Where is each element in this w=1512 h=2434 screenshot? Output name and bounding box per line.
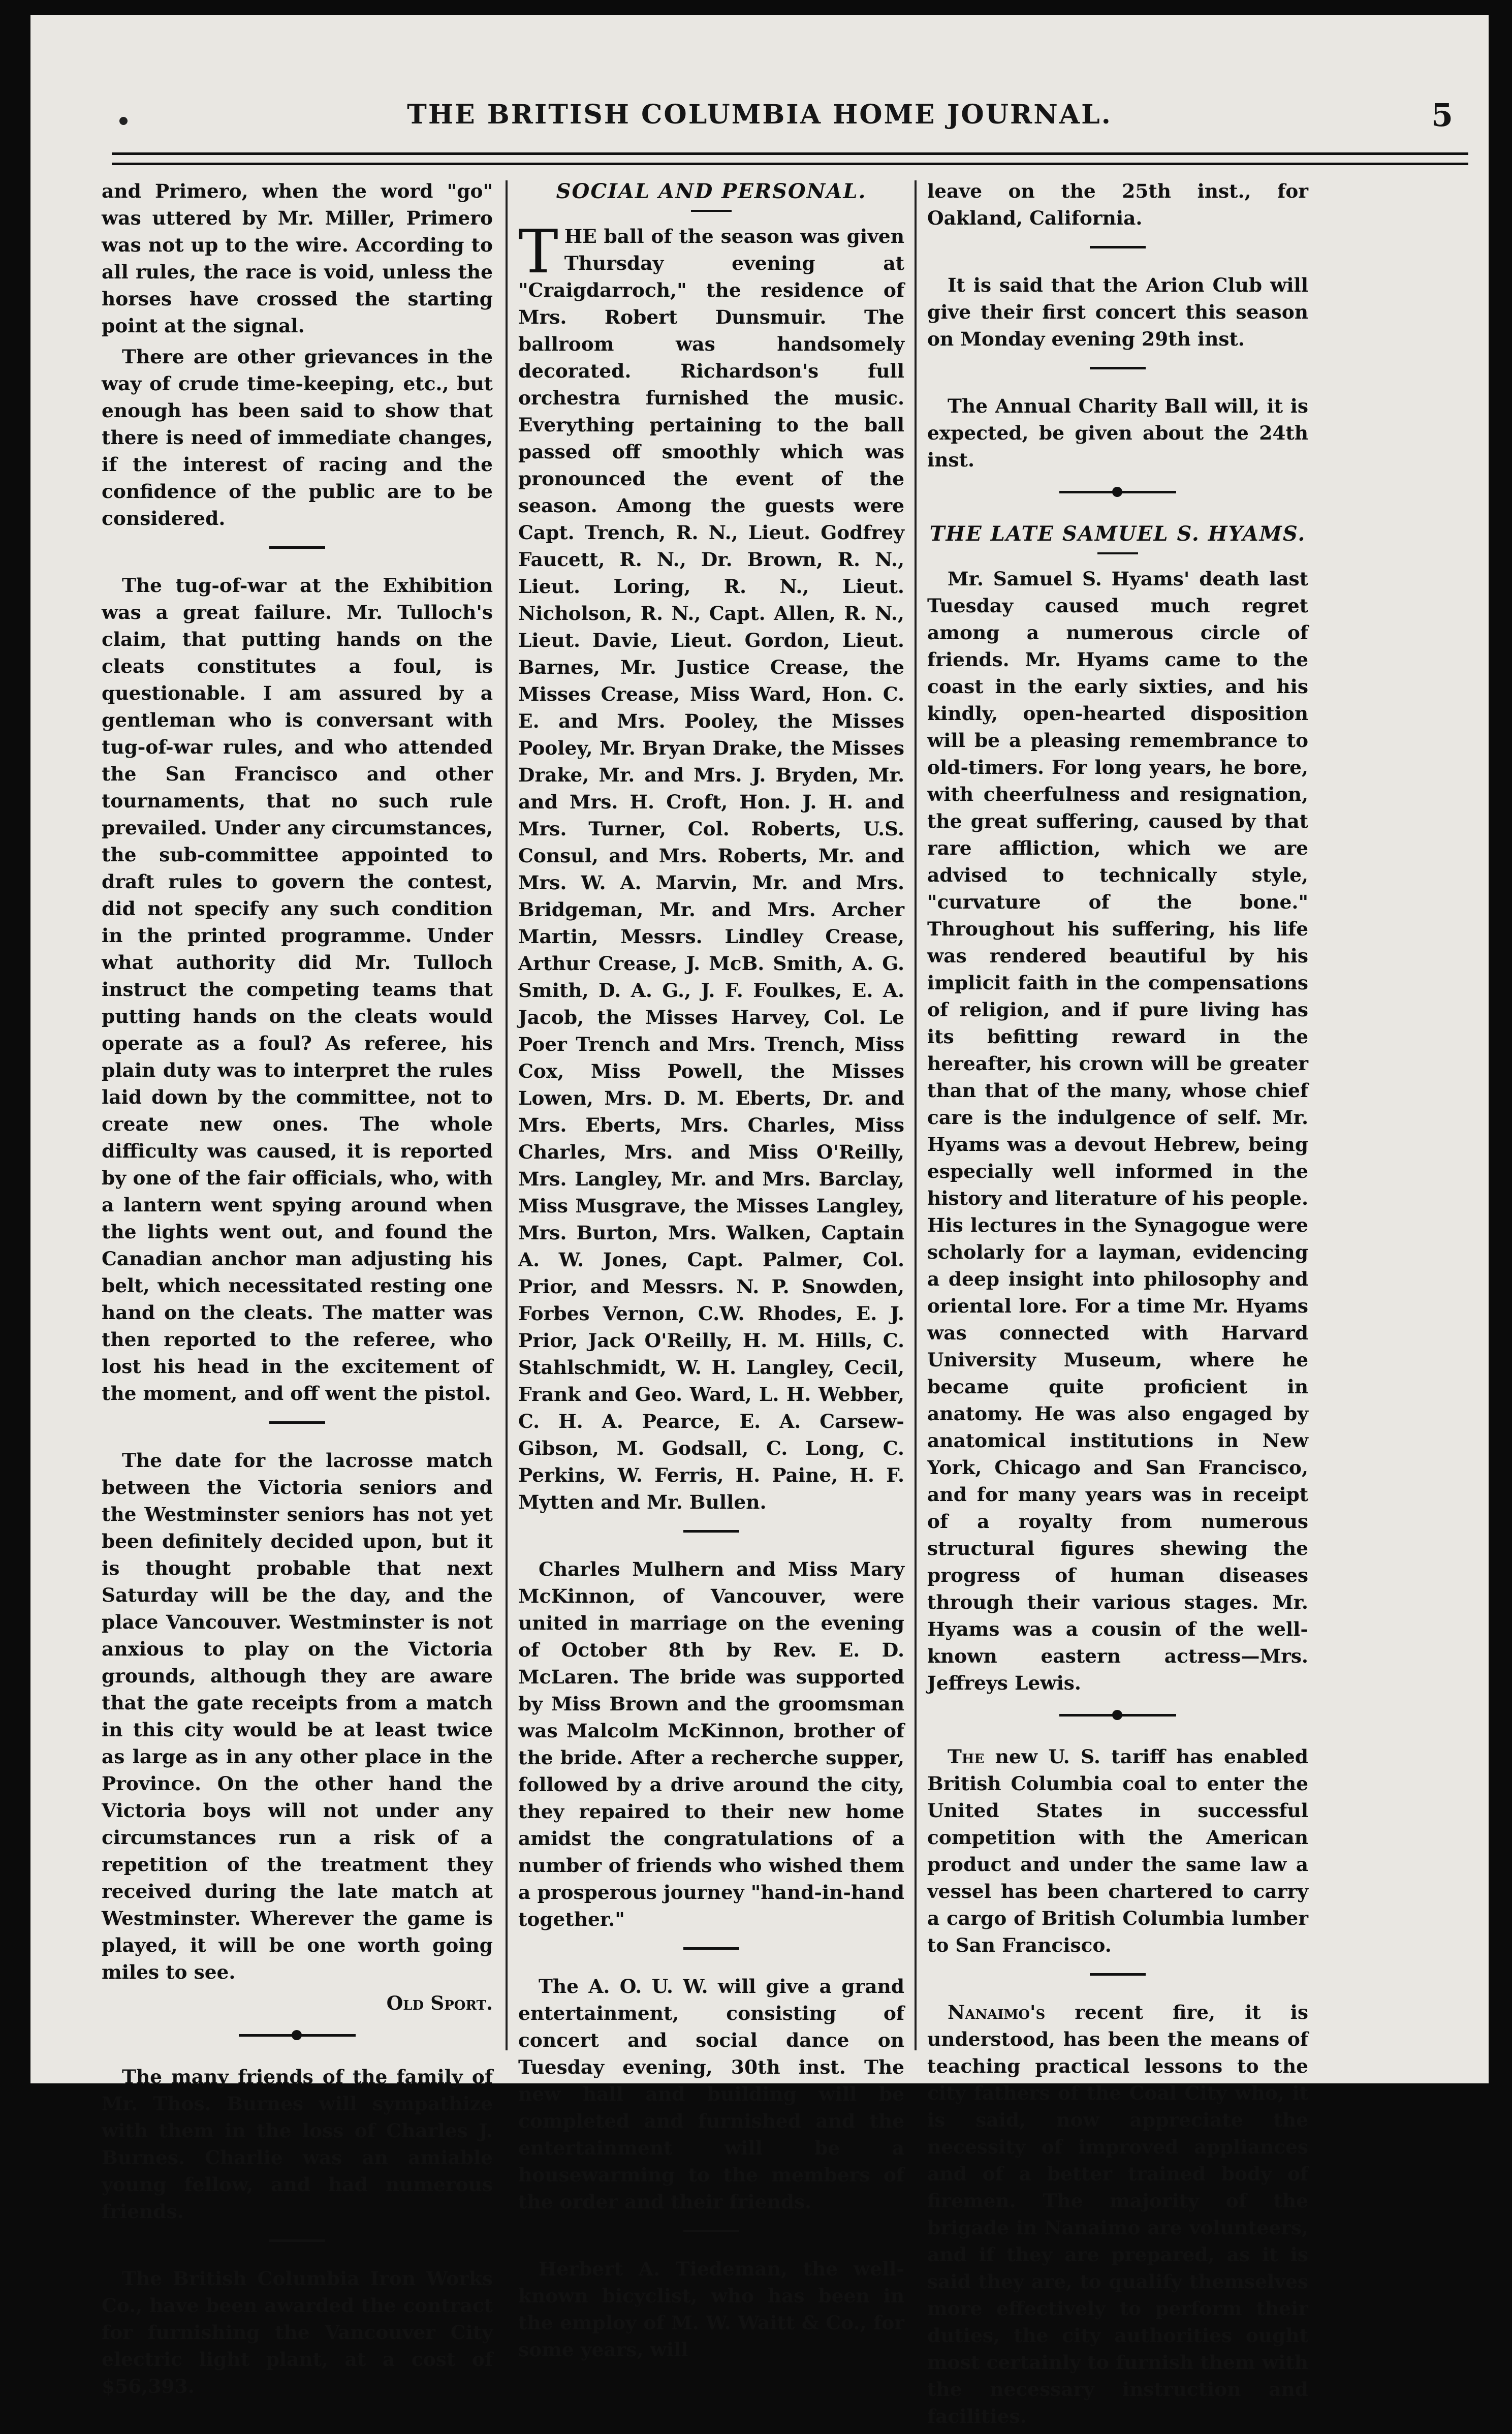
col3-paragraph-nanaimo <box>927 1999 1308 2430</box>
col3-paragraph-charity-ball: The Annual Charity Ball will, it is expected, be given about the 24th inst. <box>927 395 1308 471</box>
column-2 <box>518 178 904 2367</box>
heading-social-and-personal: SOCIAL AND PERSONAL. <box>556 179 867 203</box>
separator <box>1090 367 1146 369</box>
col2-paragraph-tiedeman: Herbert A. Tiedeman, the well-known bicyclist, who has been in the employ of M. W. Waitt & Co., for some years, will <box>518 2258 904 2361</box>
tariff-text: new U. S. tariff has enabled British Columbia coal to enter the United States in successful competition with the American product and under the same law a vessel has been chartered to carry a cargo of British Columbia lumber to San Francisco. <box>927 1745 1308 1956</box>
col2-paragraph-aouw: The A. O. U. W. will give a grand entertainment, consisting of concert and social dance on Tuesday evening, 30th inst. The new hall and building will be completed and furnished and the entertainment will be a housewarming to the members of the order and their friends. <box>518 1975 904 2213</box>
heading-underline <box>691 210 732 212</box>
col3-paragraph-oakland: leave on the 25th inst., for Oakland, California. <box>927 180 1308 229</box>
page-header-title: THE BRITISH COLUMBIA HOME JOURNAL. <box>407 99 1112 130</box>
col2-paragraph-ball <box>518 216 904 1516</box>
ball-text: HE ball of the season was given Thursday evening at "Craigdarroch," the residence of Mrs. Robert Dunsmuir. The ballroom was handsomely decorated. Richardson's full orchestra furnished the music. Everything pertaining to the ball passed off smoothly which was pronounced the event of the season. Among the guests were Capt. Trench, R. N., Lieut. Godfrey Faucett, R. N., Dr. Brown, R. N., Lieut. Loring, R. N., Lieut. Nicholson, R. N., Capt. Allen, R. N., Lieut. Davie, Lieut. Gordon, Lieut. Barnes, Mr. Justice Crease, the Misses Crease, Miss Ward, Hon. C. E. and Mrs. Pooley, the Misses Pooley, Mr. Bryan Drake, the Misses Drake, Mr. and Mrs. J. Bryden, Mr. and Mrs. H. Croft, Hon. J. H. and Mrs. Turner, Col. Roberts, U.S. Consul, and Mrs. Roberts, Mr. and Mrs. W. A. Marvin, Mr. and Mrs. Bridgeman, Mr. and Mrs. Archer Martin, Messrs. Lindley Crease, Arthur Crease, J. McB. Smith, A. G. Smith, D. A. G., J. F. Foulkes, E. A. Jacob, the Misses Harvey, Col. Le Poer Trench and Mrs. Trench, Miss Cox, Miss Powell, the Misses Lowen, Mrs. D. M. Eberts, Dr. and Mrs. Eberts, Mrs. Charles, Miss Charles, Mrs. and Miss O'Reilly, Mrs. Langley, Mr. and Mrs. Barclay, Miss Musgrave, the Misses Langley, Mrs. Burton, Mrs. Walken, Captain A. W. Jones, Capt. Palmer, Col. Prior, and Messrs. N. P. Snowden, Forbes Vernon, C.W. Rhodes, E. J. Prior, Jack O'Reilly, H. M. Hills, C. Stahlschmidt, W. H. Langley, Cecil, Frank and Geo. Ward, L. H. Webber, C. H. A. Pearce, E. A. Carsew-Gibson, M. Godsall, C. Long, C. Perkins, W. Ferris, H. Paine, H. F. Mytten and Mr. Bullen. <box>518 225 904 1513</box>
ornamental-separator <box>1059 487 1176 497</box>
separator <box>269 1421 325 1424</box>
heading-underline <box>1097 552 1138 554</box>
separator <box>683 1530 739 1533</box>
separator <box>683 1947 739 1950</box>
col3-paragraph-hyams: Mr. Samuel S. Hyams' death last Tuesday caused much regret among a numerous circle of friends. Mr. Hyams came to the coast in the early sixties, and his kindly, open-hearted disposition will be a pleasing remembrance to old-timers. For long years, he bore, with cheerfulness and resignation, the great suffering, caused by that rare affliction, which we are advised to technically style, "curvature of the bone." Throughout his suffering, his life was rendered beautiful by his implicit faith in the compensations of religion, and if pure living has its befitting reward in the hereafter, his crown will be greater than that of the many, whose chief care is the indulgence of self. Mr. Hyams was a devout Hebrew, being especially well informed in the history and literature of his people. His lectures in the Synagogue were scholarly for a layman, evidencing a deep insight into philosophy and oriental lore. For a time Mr. Hyams was connected with Harvard University Museum, where he became quite proficient in anatomy. He was also engaged by anatomical institutions in New York, Chicago and San Francisco, and for many years was in receipt of a royalty from numerous structural figures shewing the progress of human diseases through their various stages. Mr. Hyams was a cousin of the well-known eastern actress—Mrs. Jeffreys Lewis. <box>927 568 1308 1694</box>
col1-paragraph-primero: and Primero, when the word "go" was uttered by Mr. Miller, Primero was not up to the wire. According to all rules, the race is void, unless the horses have crossed the starting point at the signal. <box>102 180 493 337</box>
col3-paragraph-tariff <box>927 1743 1308 1959</box>
drop-cap: T <box>518 216 558 287</box>
newspaper-page <box>30 15 1489 2427</box>
column-divider-1 <box>506 180 508 2050</box>
page-number: 5 <box>1431 97 1453 134</box>
separator <box>269 2239 325 2242</box>
col2-paragraph-wedding: Charles Mulhern and Miss Mary McKinnon, of Vancouver, were united in marriage on the evening of October 8th by Rev. E. D. McLaren. The bride was supported by Miss Brown and the groomsman was Malcolm McKinnon, brother of the bride. After a recherche supper, followed by a drive around the city, they repaired to their new home amidst the congratulations of a number of friends who wished them a prosperous journey "hand-in-hand together." <box>518 1558 904 1930</box>
col1-paragraph-iron-works: The British Columbia Iron Works Co., have been awarded the contract for furnishing the Vancouver City electric light plant, at a cost of $56,393. <box>102 2267 493 2397</box>
column-divider-2 <box>915 180 917 2050</box>
col1-paragraph-lacrosse: The date for the lacrosse match between the Victoria seniors and the Westminster seniors has not yet been definitely decided upon, but it is thought probable that next Saturday will be the day, and the place Vancouver. Westminster is not anxious to play on the Victoria grounds, although they are aware that the gate receipts from a match in this city would be at least twice as large as in any other place in the Province. On the other hand the Victoria boys will not under any circumstances run a risk of a repetition of the treatment they received during the late match at Westminster. Wherever the game is played, it will be one worth going miles to see. <box>102 1449 493 1983</box>
separator <box>269 546 325 549</box>
heading-late-samuel-hyams: THE LATE SAMUEL S. HYAMS. <box>929 522 1306 546</box>
nanaimo-lead: Nanaimo's <box>948 2001 1046 2023</box>
tariff-lead: The <box>948 1745 985 1768</box>
col1-paragraph-tug-of-war: The tug-of-war at the Exhibition was a great failure. Mr. Tulloch's claim, that putting hands on the cleats constitutes a foul, is questionable. I am assured by a gentleman who is conversant with tug-of-war rules, and who attended the San Francisco and other tournaments, that no such rule prevailed. Under any circumstances, the sub-committee appointed to draft rules to govern the contest, did not specify any such condition in the printed programme. Under what authority did Mr. Tulloch instruct the competing teams that putting hands on the cleats would operate as a foul? As referee, his plain duty was to interpret the rules laid down by the committee, not to create new ones. The whole difficulty was caused, it is reported by one of the fair officials, who, with a lantern went spying around when the lights went out, and found the Canadian anchor man adjusting his belt, which necessitated resting one hand on the cleats. The matter was then reported to the referee, who lost his head in the excitement of the moment, and off went the pistol. <box>102 574 493 1405</box>
ornamental-separator <box>1059 1710 1176 1720</box>
header-rule-top <box>112 152 1468 155</box>
nanaimo-text: recent fire, it is understood, has been the means of teaching practical lessons to the city fathers of the Coal City who, it is said, now appreciate the necessity of improved appliances and of a better trained body of firemen. The majority of the brigade in Nanaimo are volunteers, and if they are prepared, as it is said they are, to qualify themselves more effectively to perform their duties, the city authorities ought most certainly to furnish them with the necessary instruction and facilities. <box>927 2001 1308 2427</box>
col1-paragraph-grievances: There are other grievances in the way of crude time-keeping, etc., but enough has been said to show that there is need of immediate changes, if the interest of racing and the confidence of the public are to be considered. <box>102 346 493 529</box>
signature-old-sport: Old Sport. <box>386 1992 493 2014</box>
separator <box>1090 246 1146 248</box>
header-rule-bottom <box>112 163 1468 165</box>
ornamental-separator <box>239 2030 356 2040</box>
col1-paragraph-burnes: The many friends of the family of Mr. Thos. Burnes will sympathize with them in the loss of Charles J. Burnes. Charlie was an amiable young fellow, and had numerous friends. <box>102 2066 493 2223</box>
col3-paragraph-arion-club: It is said that the Arion Club will give their first concert this season on Monday evening 29th inst. <box>927 274 1308 350</box>
column-1 <box>102 178 493 2404</box>
column-3 <box>927 178 1308 2434</box>
separator <box>683 2230 739 2232</box>
separator <box>1090 1973 1146 1976</box>
